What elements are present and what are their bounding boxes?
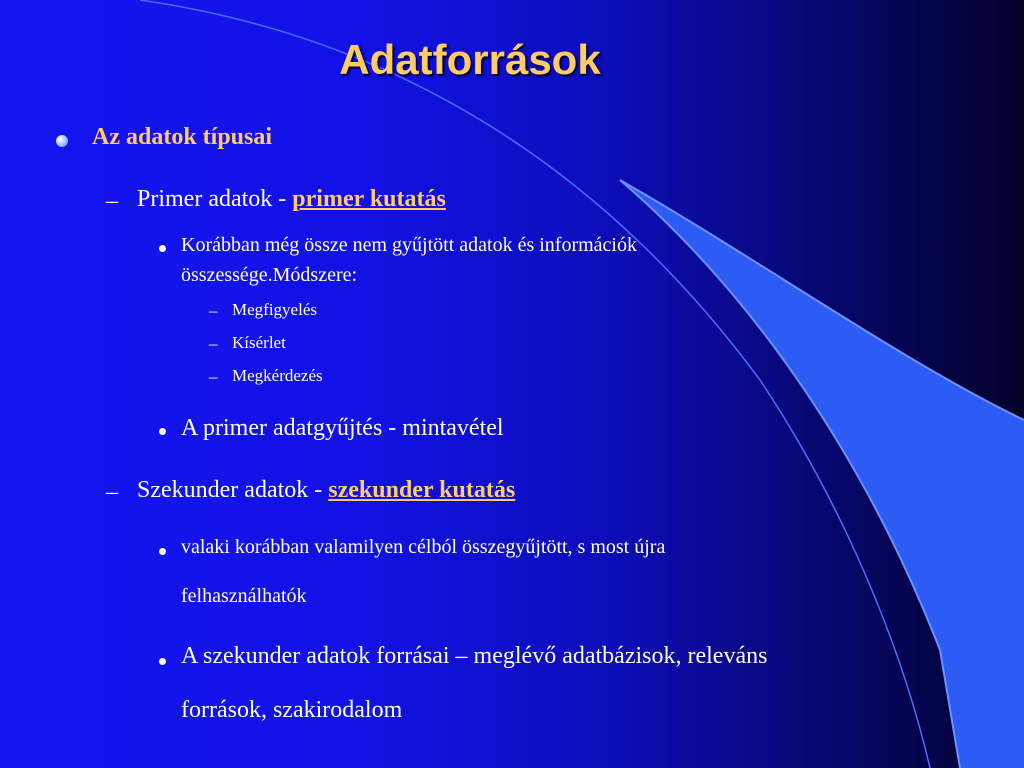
bullet-dot-icon	[56, 135, 68, 147]
primer-prefix: Primer adatok -	[137, 186, 293, 212]
method-item: Megfigyelés	[232, 300, 317, 319]
dash-bullet-icon: –	[106, 188, 118, 214]
slide-title: Adatforrások	[339, 36, 601, 83]
bullet-dot-icon	[159, 548, 166, 555]
szekunder-description-line1: valaki korábban valamilyen célból összegyűjtött, s most újra	[181, 536, 666, 558]
primer-heading	[137, 186, 446, 213]
szekunder-sources-line2: források, szakirodalom	[181, 697, 403, 723]
szekunder-research-link[interactable]: szekunder kutatás	[328, 477, 516, 503]
bullet-dot-icon	[159, 658, 166, 665]
primer-research-link[interactable]: primer kutatás	[292, 186, 446, 212]
bullet-dot-icon	[159, 428, 166, 435]
primer-description-line1: Korábban még össze nem gyűjtött adatok és információk	[181, 234, 637, 256]
szekunder-prefix: Szekunder adatok -	[137, 477, 329, 503]
dash-bullet-icon: –	[209, 367, 218, 386]
section-heading: Az adatok típusai	[92, 124, 273, 150]
szekunder-heading	[137, 477, 515, 504]
light-blue-swoosh-shape	[620, 180, 1024, 768]
method-item: Kísérlet	[232, 333, 286, 352]
primer-description-line2: összessége.Módszere:	[181, 264, 358, 286]
primer-sampling: A primer adatgyűjtés - mintavétel	[181, 415, 504, 441]
method-item: Megkérdezés	[232, 366, 323, 385]
dash-bullet-icon: –	[209, 301, 218, 320]
szekunder-sources-line1: A szekunder adatok forrásai – meglévő adatbázisok, releváns	[181, 643, 768, 669]
bullet-dot-icon	[159, 245, 166, 252]
szekunder-description-line2: felhasználhatók	[181, 585, 307, 607]
dash-bullet-icon: –	[209, 334, 218, 353]
dash-bullet-icon: –	[106, 479, 118, 505]
